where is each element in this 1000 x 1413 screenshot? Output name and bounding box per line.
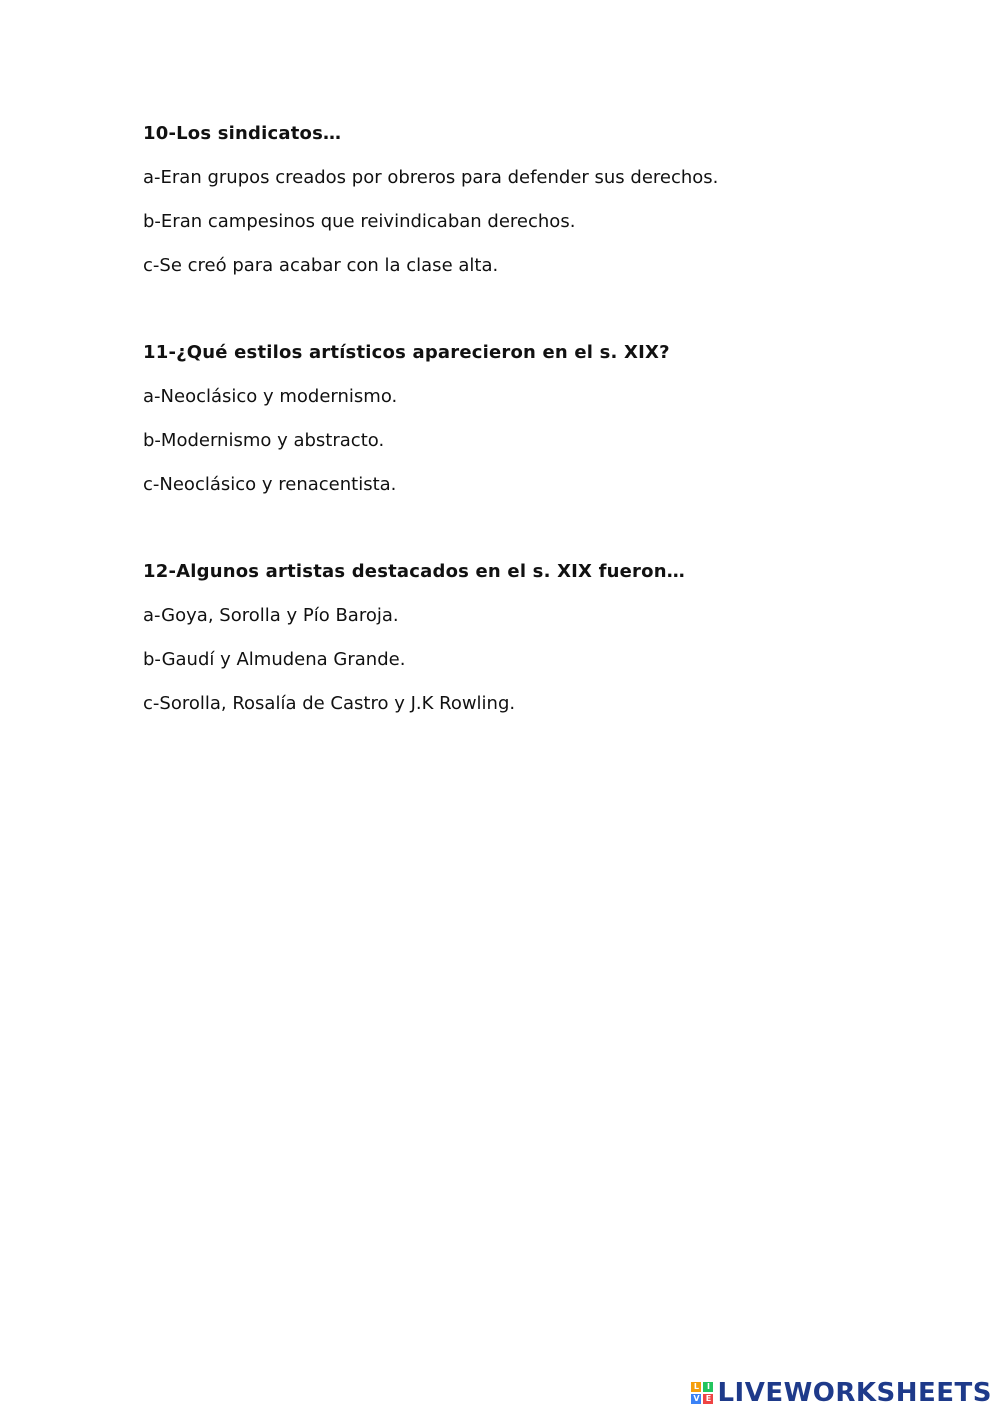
logo-mark-cell: I [703,1382,713,1392]
answer-option-a[interactable]: a-Eran grupos creados por obreros para defender sus derechos. [143,167,719,188]
logo-mark-cell: E [703,1394,713,1404]
answer-option-b[interactable]: b-Gaudí y Almudena Grande. [143,649,406,670]
logo-mark-cell: V [693,1394,700,1403]
liveworksheets-logo [691,1377,992,1409]
question-12 [143,561,963,715]
answer-option-b[interactable]: b-Eran campesinos que reivindicaban derechos. [143,211,576,232]
question-10 [143,123,963,277]
logo-text: LIVEWORKSHEETS [717,1378,992,1408]
question-11 [143,342,963,496]
question-title: 12-Algunos artistas destacados en el s. XIX fueron… [143,561,685,582]
answer-option-b[interactable]: b-Modernismo y abstracto. [143,430,385,451]
question-title: 10-Los sindicatos… [143,123,342,144]
logo-mark-icon [691,1382,713,1404]
answer-option-a[interactable]: a-Goya, Sorolla y Pío Baroja. [143,605,399,626]
question-title: 11-¿Qué estilos artísticos aparecieron en el s. XIX? [143,342,670,363]
logo-mark-cell: L [691,1382,701,1392]
answer-option-a[interactable]: a-Neoclásico y modernismo. [143,386,398,407]
answer-option-c[interactable]: c-Sorolla, Rosalía de Castro y J.K Rowling. [143,693,516,714]
answer-option-c[interactable]: c-Se creó para acabar con la clase alta. [143,255,499,276]
answer-option-c[interactable]: c-Neoclásico y renacentista. [143,474,397,495]
